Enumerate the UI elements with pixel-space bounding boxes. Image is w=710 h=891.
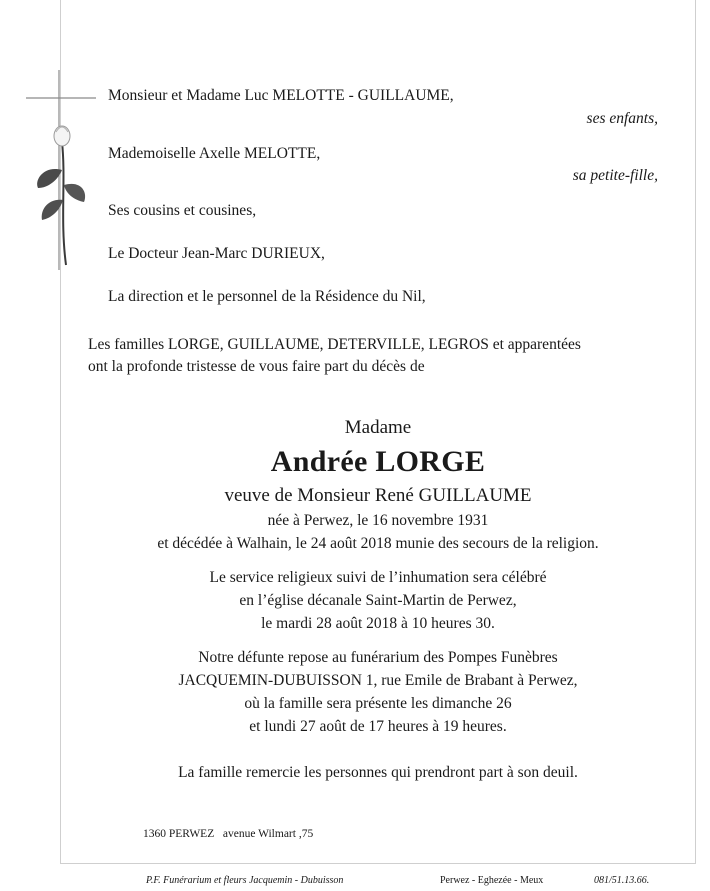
deceased-title: Madame: [344, 417, 412, 438]
footer-company: P.F. Funérarium et fleurs Jacquemin - Dubuisson: [146, 875, 344, 886]
repose-line-4: et lundi 27 août de 17 heures à 19 heures.: [249, 718, 507, 735]
service-line-2: en l’église décanale Saint-Martin de Perwez,: [239, 592, 517, 609]
deceased-name: Andrée LORGE: [270, 445, 486, 478]
death-line: et décédée à Walhain, le 24 août 2018 munie des secours de la religion.: [157, 535, 599, 552]
service-line-1: Le service religieux suivi de l’inhumation sera célébré: [209, 569, 547, 586]
birth-line: née à Perwez, le 16 novembre 1931: [267, 512, 489, 529]
thanks-line: La famille remercie les personnes qui prendront part à son deuil.: [178, 764, 578, 781]
widow-line: veuve de Monsieur René GUILLAUME: [224, 485, 532, 506]
footer-phone: 081/51.13.66.: [594, 875, 650, 886]
family-line-4: Le Docteur Jean-Marc DURIEUX,: [108, 245, 325, 262]
footer-locations: Perwez - Eghezée - Meux: [440, 875, 544, 886]
address: 1360 PERWEZ avenue Wilmart ,75: [143, 828, 314, 840]
family-line-6: Les familles LORGE, GUILLAUME, DETERVILLE, LEGROS et apparentées: [88, 336, 581, 353]
cross-with-rose-icon: [26, 70, 96, 270]
family-line-1: Monsieur et Madame Luc MELOTTE - GUILLAUME,: [108, 87, 454, 104]
announcement-line: ont la profonde tristesse de vous faire part du décès de: [88, 358, 425, 375]
repose-line-1: Notre défunte repose au funérarium des Pompes Funèbres: [198, 649, 558, 666]
family-line-2: Mademoiselle Axelle MELOTTE,: [108, 145, 321, 162]
relation-children: ses enfants,: [586, 110, 658, 127]
family-line-3: Ses cousins et cousines,: [108, 202, 257, 219]
service-line-3: le mardi 28 août 2018 à 10 heures 30.: [261, 615, 495, 632]
repose-line-2: JACQUEMIN-DUBUISSON 1, rue Emile de Brabant à Perwez,: [178, 672, 578, 689]
family-line-5: La direction et le personnel de la Résidence du Nil,: [108, 288, 426, 305]
relation-granddaughter: sa petite-fille,: [572, 167, 658, 184]
repose-line-3: où la famille sera présente les dimanche 26: [244, 695, 512, 712]
